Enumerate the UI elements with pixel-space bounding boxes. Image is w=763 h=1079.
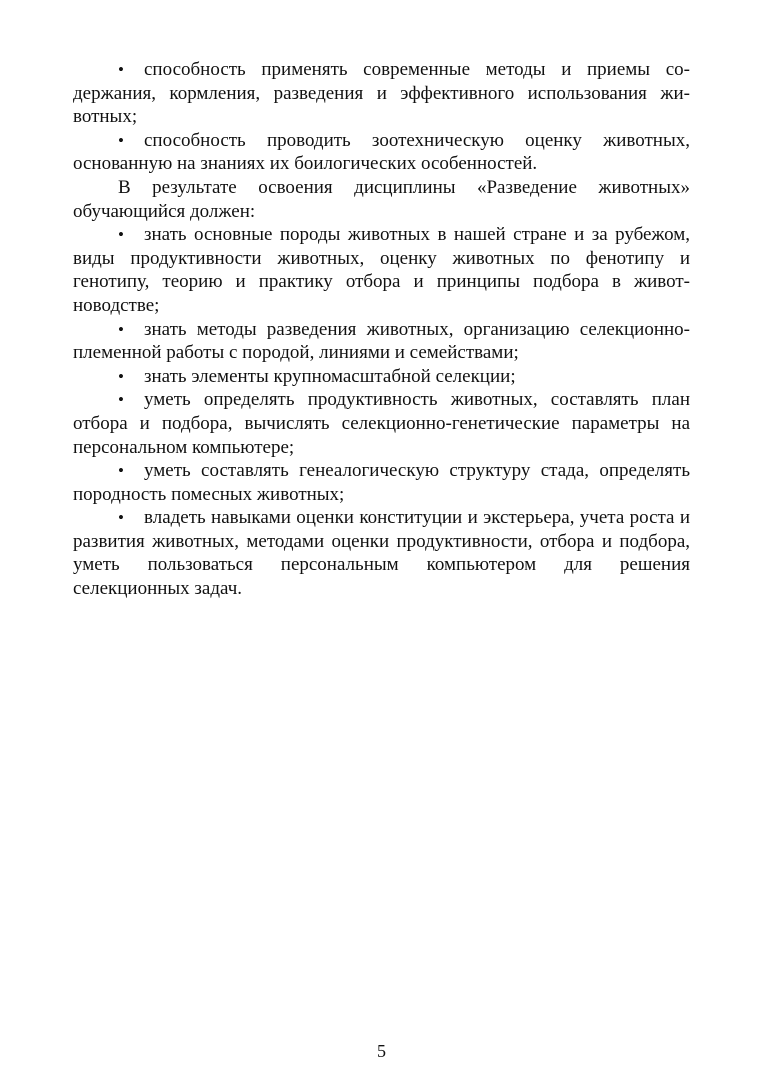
bullet-item xyxy=(73,365,690,389)
paragraph: В результате освоения дисциплины «Разведение животных» обучающийся должен: xyxy=(73,176,690,222)
bullet-icon: • xyxy=(118,60,124,79)
bullet-item xyxy=(73,129,690,176)
bullet-item xyxy=(73,506,690,600)
bullet-text: знать методы разведения животных, организацию селекционно-племенной работы с породой, линиями и семействами; xyxy=(73,318,690,364)
bullet-item xyxy=(73,58,690,129)
bullet-item xyxy=(73,223,690,317)
bullet-text: знать элементы крупномасштабной селекции; xyxy=(144,365,516,387)
bullet-text: способность проводить зоотехническую оценку животных, основанную на знаниях их боилогических особенностей. xyxy=(73,129,690,175)
bullet-text: владеть навыками оценки конституции и экстерьера, учета роста и развития животных, методами оценки продуктивности, отбора и подбора, уметь пользоваться персональным компьютером для решения селекционных задач. xyxy=(73,507,690,600)
page-body xyxy=(73,58,690,601)
bullet-text: знать основные породы животных в нашей стране и за рубежом, виды продуктивности животных, оценку животных по фенотипу и генотипу, теорию и практику отбора и принципы подбора в животноводстве; xyxy=(73,224,690,316)
bullet-icon: • xyxy=(118,461,124,481)
bullet-item xyxy=(73,318,690,365)
bullet-item xyxy=(73,388,690,459)
bullet-icon: • xyxy=(118,319,124,339)
bullet-text: способность применять современные методы и приемы содержания, кормления, разведения и эффективного использования животных; xyxy=(73,59,690,128)
page-number: 5 xyxy=(377,1041,386,1061)
bullet-icon: • xyxy=(118,390,124,410)
bullet-icon: • xyxy=(118,366,124,386)
bullet-icon: • xyxy=(118,508,124,528)
bullet-icon: • xyxy=(118,225,124,245)
bullet-icon: • xyxy=(118,130,124,150)
bullet-text: уметь составлять генеалогическую структуру стада, определять породность помесных животных; xyxy=(73,460,690,505)
bullet-text: уметь определять продуктивность животных, составлять план отбора и подбора, вычислять селекционно-генетические параметры на персональном компьютере; xyxy=(73,389,690,458)
bullet-item xyxy=(73,459,690,506)
